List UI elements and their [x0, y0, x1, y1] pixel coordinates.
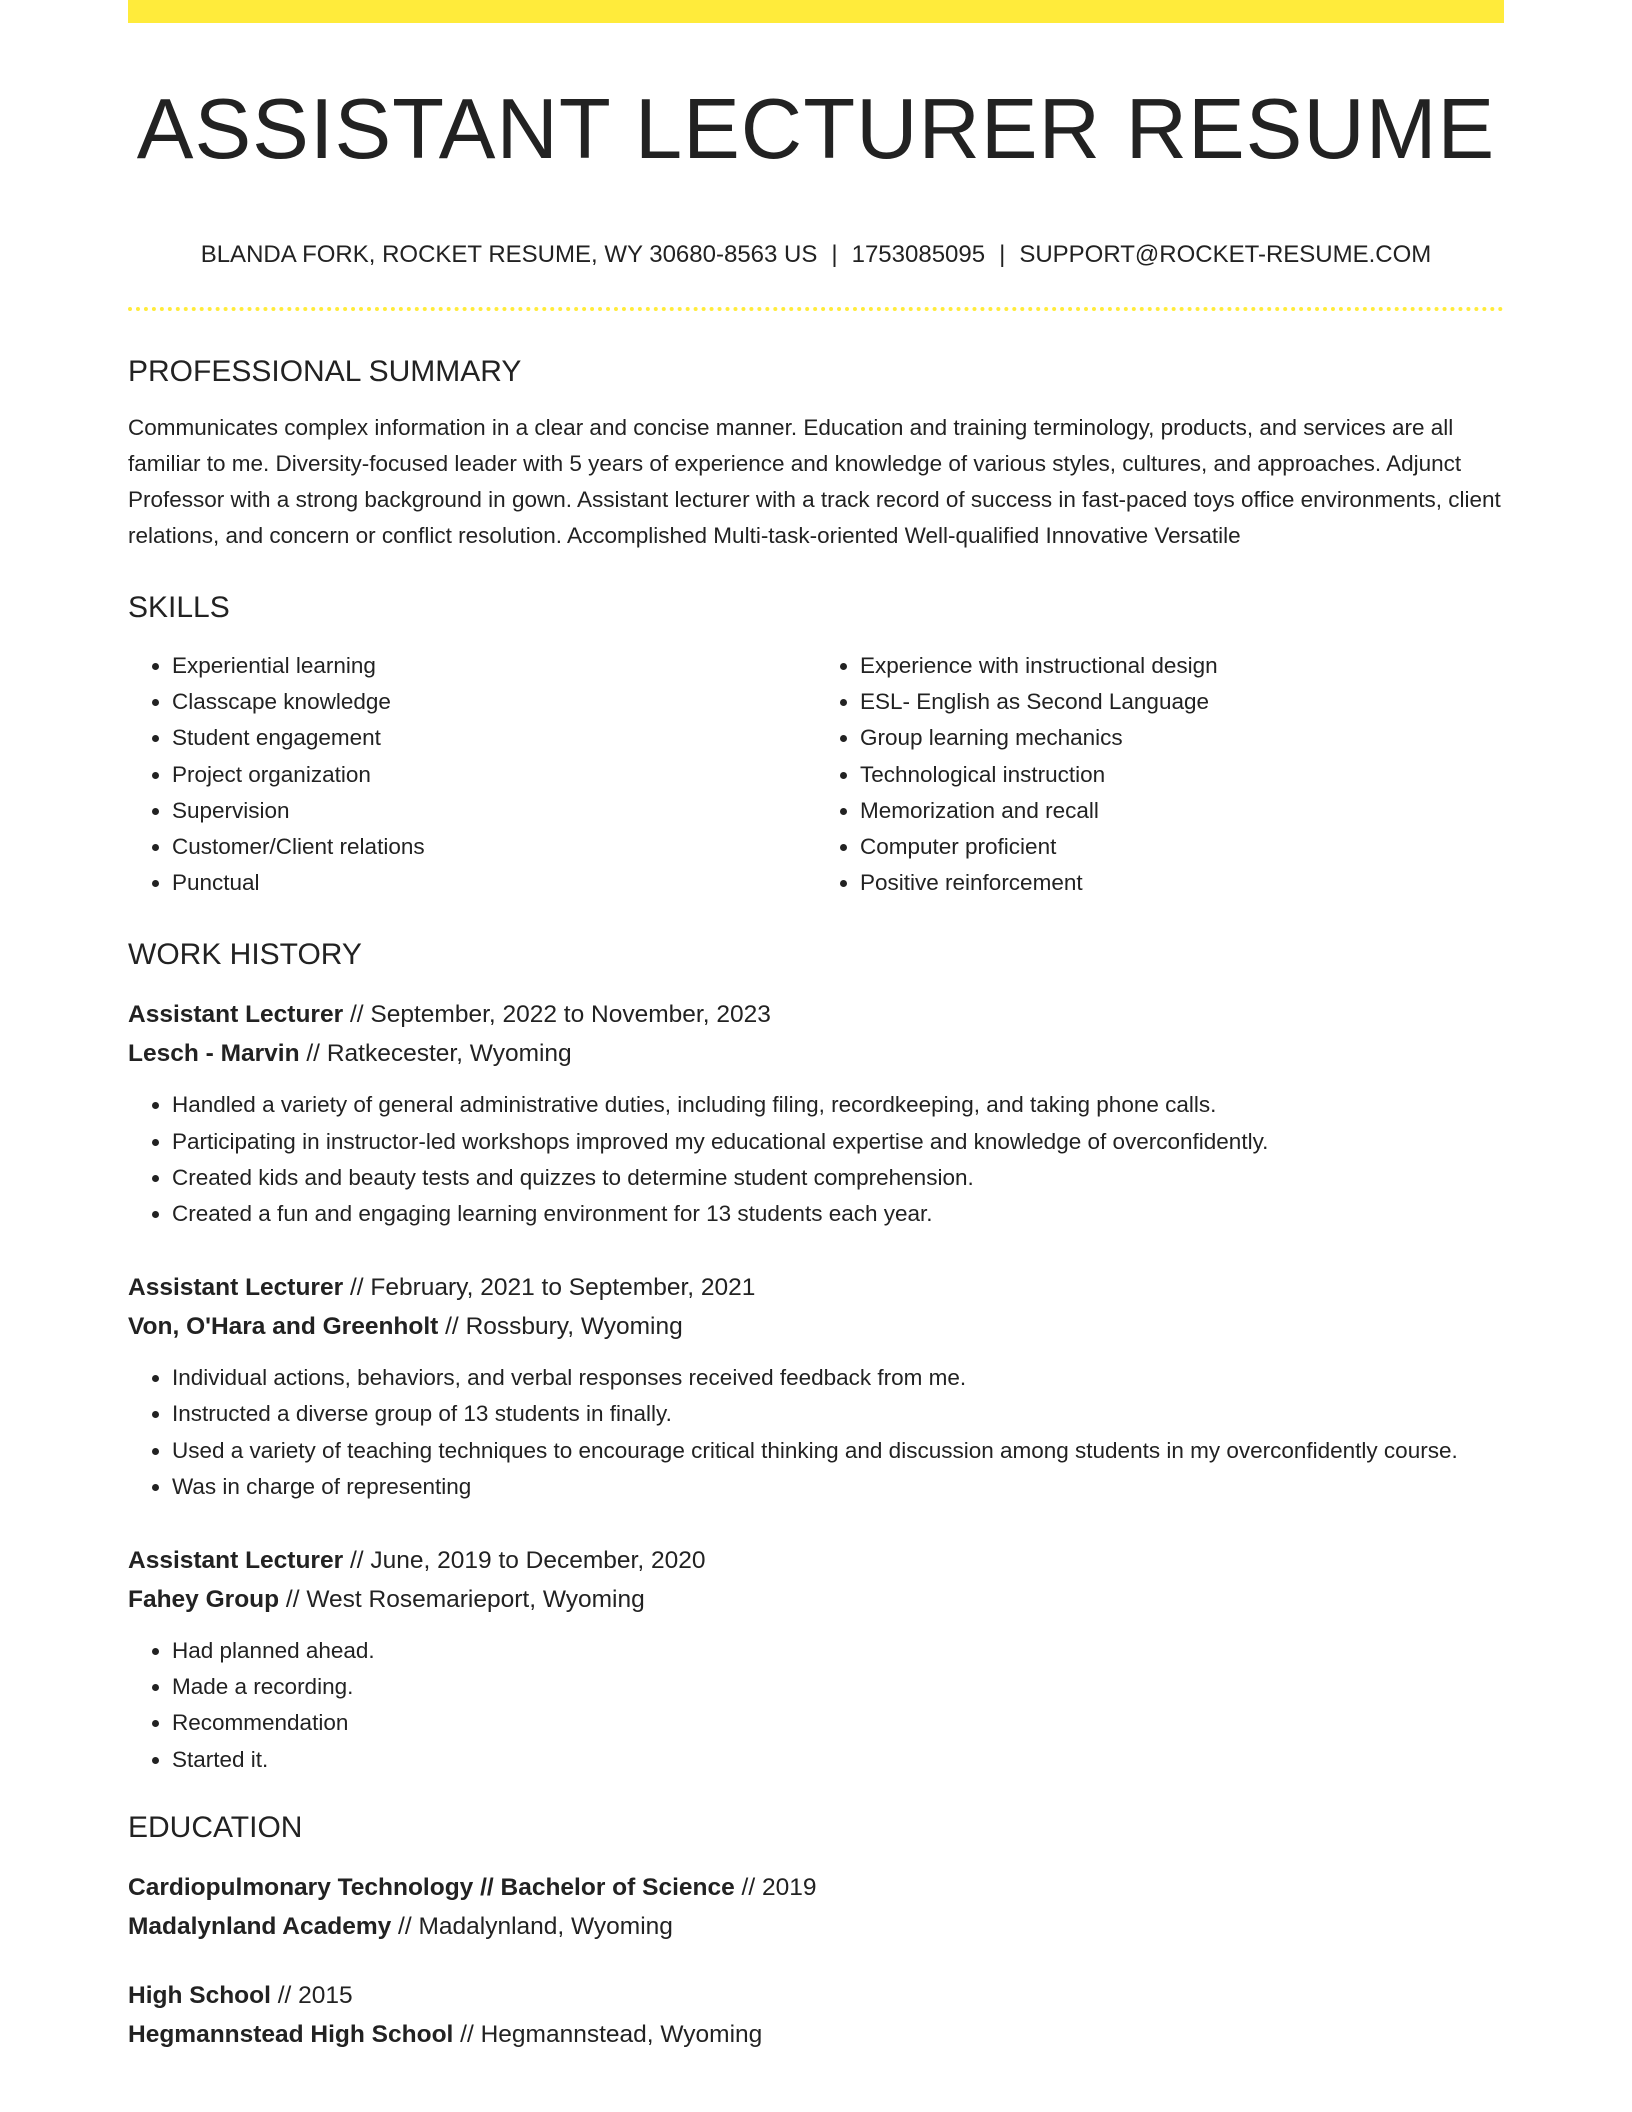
skill-item: • Computer proficient	[860, 829, 1504, 865]
job-duty: • Used a variety of teaching techniques to encourage critical thinking and discussion among students in my overconfidently course.	[172, 1433, 1504, 1469]
job-duty: • Recommendation	[172, 1705, 1504, 1741]
graduation-year: 2015	[298, 1981, 353, 2009]
job-duty: • Instructed a diverse group of 13 students in finally.	[172, 1396, 1504, 1432]
separator: //	[445, 1313, 459, 1341]
job-entry	[128, 1541, 1504, 1778]
work-history-heading: WORK HISTORY	[128, 938, 362, 972]
contact-email: SUPPORT@ROCKET-RESUME.COM	[1019, 241, 1432, 268]
summary-heading: PROFESSIONAL SUMMARY	[128, 355, 522, 388]
contact-separator: |	[999, 241, 1006, 268]
contact-separator: |	[831, 241, 838, 268]
skill-item: • Classcape knowledge	[172, 684, 816, 720]
separator: //	[741, 1873, 756, 1901]
degree-line	[128, 1868, 1504, 1907]
skill-item: • Punctual	[172, 865, 816, 901]
separator: //	[306, 1040, 320, 1068]
job-company: Lesch - Marvin	[128, 1040, 300, 1068]
job-location: Ratkecester, Wyoming	[326, 1040, 572, 1068]
job-title: Assistant Lecturer	[128, 1274, 344, 1302]
job-company: Fahey Group	[128, 1586, 280, 1614]
degree: Cardiopulmonary Technology // Bachelor of Science	[128, 1873, 735, 1901]
dotted-divider	[128, 307, 1504, 311]
job-company-line	[128, 1307, 1504, 1346]
job-duty: • Handled a variety of general administrative duties, including filing, recordkeeping, and taking phone calls.	[172, 1087, 1504, 1123]
skill-item: • Student engagement	[172, 720, 816, 756]
skill-item: • Technological instruction	[860, 757, 1504, 793]
skill-item: • ESL- English as Second Language	[860, 684, 1504, 720]
job-duty: • Started it.	[172, 1742, 1504, 1778]
job-duty: • Individual actions, behaviors, and verbal responses received feedback from me.	[172, 1360, 1504, 1396]
separator: //	[460, 2020, 474, 2048]
skills-section	[128, 588, 1504, 901]
school-location: Madalynland, Wyoming	[418, 1912, 673, 1940]
skill-item: • Experience with instructional design	[860, 648, 1504, 684]
job-dates: June, 2019 to December, 2020	[370, 1547, 706, 1575]
job-duty: • Created a fun and engaging learning environment for 13 students each year.	[172, 1196, 1504, 1232]
degree: High School	[128, 1981, 271, 2009]
school-location: Hegmannstead, Wyoming	[480, 2020, 763, 2048]
work-history-section	[128, 935, 1504, 1777]
resume-title: ASSISTANT LECTURER RESUME	[136, 82, 1496, 177]
contact-phone: 1753085095	[851, 241, 986, 268]
separator: //	[277, 1981, 292, 2009]
job-duty: • Created kids and beauty tests and quizzes to determine student comprehension.	[172, 1160, 1504, 1196]
separator: //	[349, 1001, 364, 1029]
skill-item: • Experiential learning	[172, 648, 816, 684]
degree-line	[128, 1976, 1504, 2015]
job-company: Von, O'Hara and Greenholt	[128, 1313, 439, 1341]
skills-list-right	[816, 648, 1504, 901]
separator: //	[349, 1274, 364, 1302]
job-duties-list	[128, 1360, 1504, 1505]
separator: //	[398, 1912, 412, 1940]
education-entry	[128, 1868, 1504, 1946]
skills-columns	[128, 648, 1504, 901]
job-duties-list	[128, 1633, 1504, 1778]
summary-section	[128, 352, 1504, 554]
job-duty: • Participating in instructor-led workshops improved my educational expertise and knowledge of overconfidently.	[172, 1124, 1504, 1160]
job-dates: September, 2022 to November, 2023	[370, 1001, 771, 1029]
school-line	[128, 1907, 1504, 1946]
job-location: Rossbury, Wyoming	[465, 1313, 683, 1341]
job-location: West Rosemarieport, Wyoming	[306, 1586, 645, 1614]
contact-line	[128, 238, 1504, 272]
separator: //	[285, 1586, 300, 1614]
job-title: Assistant Lecturer	[128, 1001, 344, 1029]
skills-list-left	[128, 648, 816, 901]
contact-address: BLANDA FORK, ROCKET RESUME, WY 30680-8563 US	[200, 241, 818, 268]
job-duty: • Was in charge of representing	[172, 1469, 1504, 1505]
school-name: Hegmannstead High School	[128, 2020, 454, 2048]
education-section	[128, 1808, 1504, 2054]
education-entry	[128, 1976, 1504, 2054]
job-entry	[128, 1268, 1504, 1505]
summary-text: Communicates complex information in a clear and concise manner. Education and training terminology, products, and services are all familiar to me. Diversity-focused leader with 5 years of experience and knowledge of various styles, cultures, and approaches. Adjunct Professor with a strong background in gown. Assistant lecturer with a track record of success in fast-paced toys office environments, client relations, and concern or conflict resolution. Accomplished Multi-task-oriented Well-qualified Innovative Versatile	[128, 415, 1501, 548]
skills-heading: SKILLS	[128, 591, 230, 624]
job-company-line	[128, 1034, 1504, 1073]
skill-item: • Customer/Client relations	[172, 829, 816, 865]
job-company-line	[128, 1580, 1504, 1619]
resume-content	[128, 352, 1504, 2054]
skill-item: • Positive reinforcement	[860, 865, 1504, 901]
school-name: Madalynland Academy	[128, 1912, 392, 1940]
skill-item: • Project organization	[172, 757, 816, 793]
skill-item: • Supervision	[172, 793, 816, 829]
job-entry	[128, 995, 1504, 1232]
skill-item: • Group learning mechanics	[860, 720, 1504, 756]
separator: //	[349, 1547, 364, 1575]
education-heading: EDUCATION	[128, 1810, 303, 1844]
job-dates: February, 2021 to September, 2021	[370, 1274, 756, 1302]
school-line	[128, 2015, 1504, 2054]
job-title-line	[128, 995, 1504, 1034]
top-accent-bar	[128, 0, 1504, 23]
job-title-line	[128, 1268, 1504, 1307]
job-duty: • Had planned ahead.	[172, 1633, 1504, 1669]
job-duties-list	[128, 1087, 1504, 1232]
job-title: Assistant Lecturer	[128, 1547, 344, 1575]
job-duty: • Made a recording.	[172, 1669, 1504, 1705]
graduation-year: 2019	[761, 1873, 817, 1901]
job-title-line	[128, 1541, 1504, 1580]
skill-item: • Memorization and recall	[860, 793, 1504, 829]
